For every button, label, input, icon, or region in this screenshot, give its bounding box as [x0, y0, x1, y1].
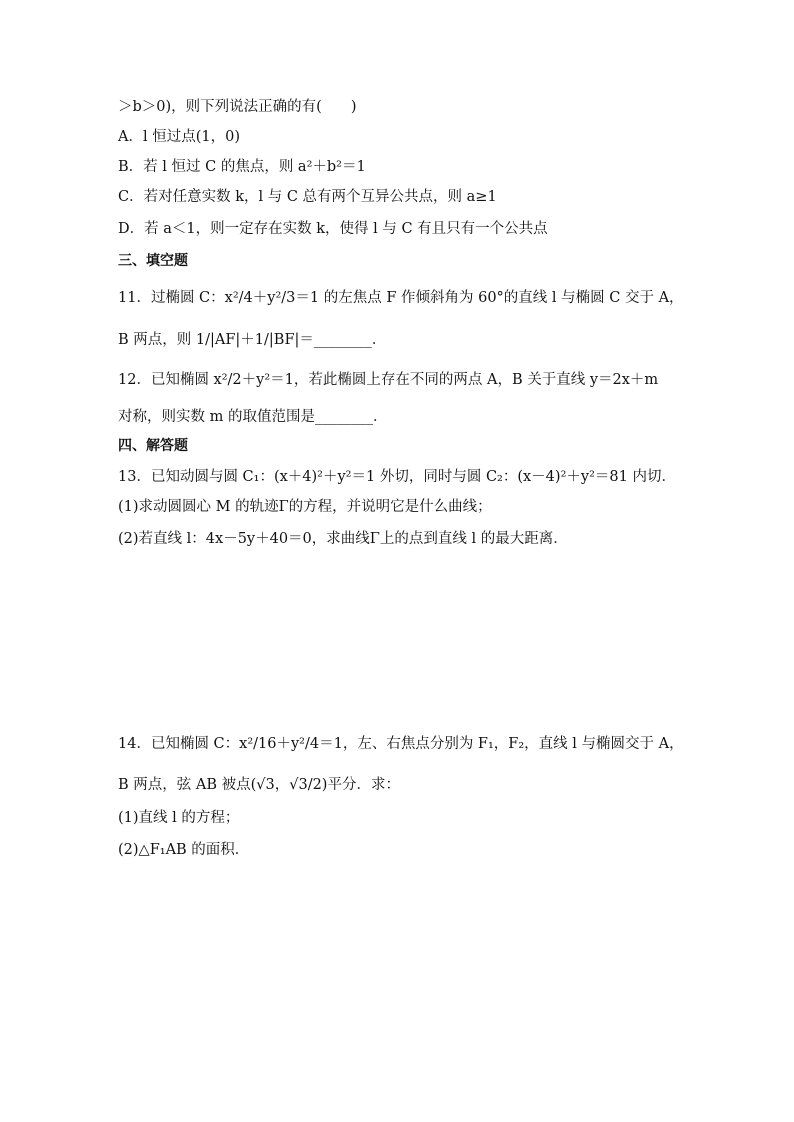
question-14-part-1: (1)直线 l 的方程；: [118, 810, 240, 826]
question-12-line-2: 对称，则实数 m 的取值范围是________．: [118, 409, 388, 425]
question-13-line-1: 13．已知动圆与圆 C₁：(x＋4)²＋y²＝1 外切，同时与圆 C₂：(x－4)²＋y²＝81 内切．: [118, 469, 676, 485]
question-13-part-1: (1)求动圆圆心 M 的轨迹Γ的方程，并说明它是什么曲线；: [118, 499, 492, 515]
section-heading-answer: 四、解答题: [118, 438, 188, 454]
option-b: B．若 l 恒过 C 的焦点，则 a²＋b²＝1: [118, 159, 366, 175]
option-a: A．l 恒过点(1，0): [118, 129, 240, 145]
question-11-line-2: B 两点，则 1/|AF|＋1/|BF|＝________．: [118, 332, 387, 348]
question-12-line-1: 12．已知椭圆 x²/2＋y²＝1，若此椭圆上存在不同的两点 A，B 关于直线 y＝2x＋m: [118, 372, 659, 388]
question-11-line-1: 11．过椭圆 C：x²/4＋y²/3＝1 的左焦点 F 作倾斜角为 60°的直线 l 与椭圆 C 交于 A，: [118, 290, 684, 306]
section-heading-fill-in: 三、填空题: [118, 253, 188, 269]
question-14-line-2: B 两点，弦 AB 被点(√3，√3/2)平分．求：: [118, 777, 400, 793]
question-14-part-2: (2)△F₁AB 的面积．: [118, 842, 250, 858]
question-13-part-2: (2)若直线 l：4x－5y＋40＝0，求曲线Γ上的点到直线 l 的最大距离．: [118, 531, 568, 547]
question-14-line-1: 14．已知椭圆 C：x²/16＋y²/4＝1，左、右焦点分别为 F₁，F₂，直线 l 与椭圆交于 A，: [118, 736, 684, 752]
option-c: C．若对任意实数 k，l 与 C 总有两个互异公共点，则 a≥1: [118, 189, 497, 205]
option-d: D．若 a＜1，则一定存在实数 k，使得 l 与 C 有且只有一个公共点: [118, 221, 548, 237]
q10-continuation: ＞b＞0)，则下列说法正确的有( ): [118, 99, 357, 115]
